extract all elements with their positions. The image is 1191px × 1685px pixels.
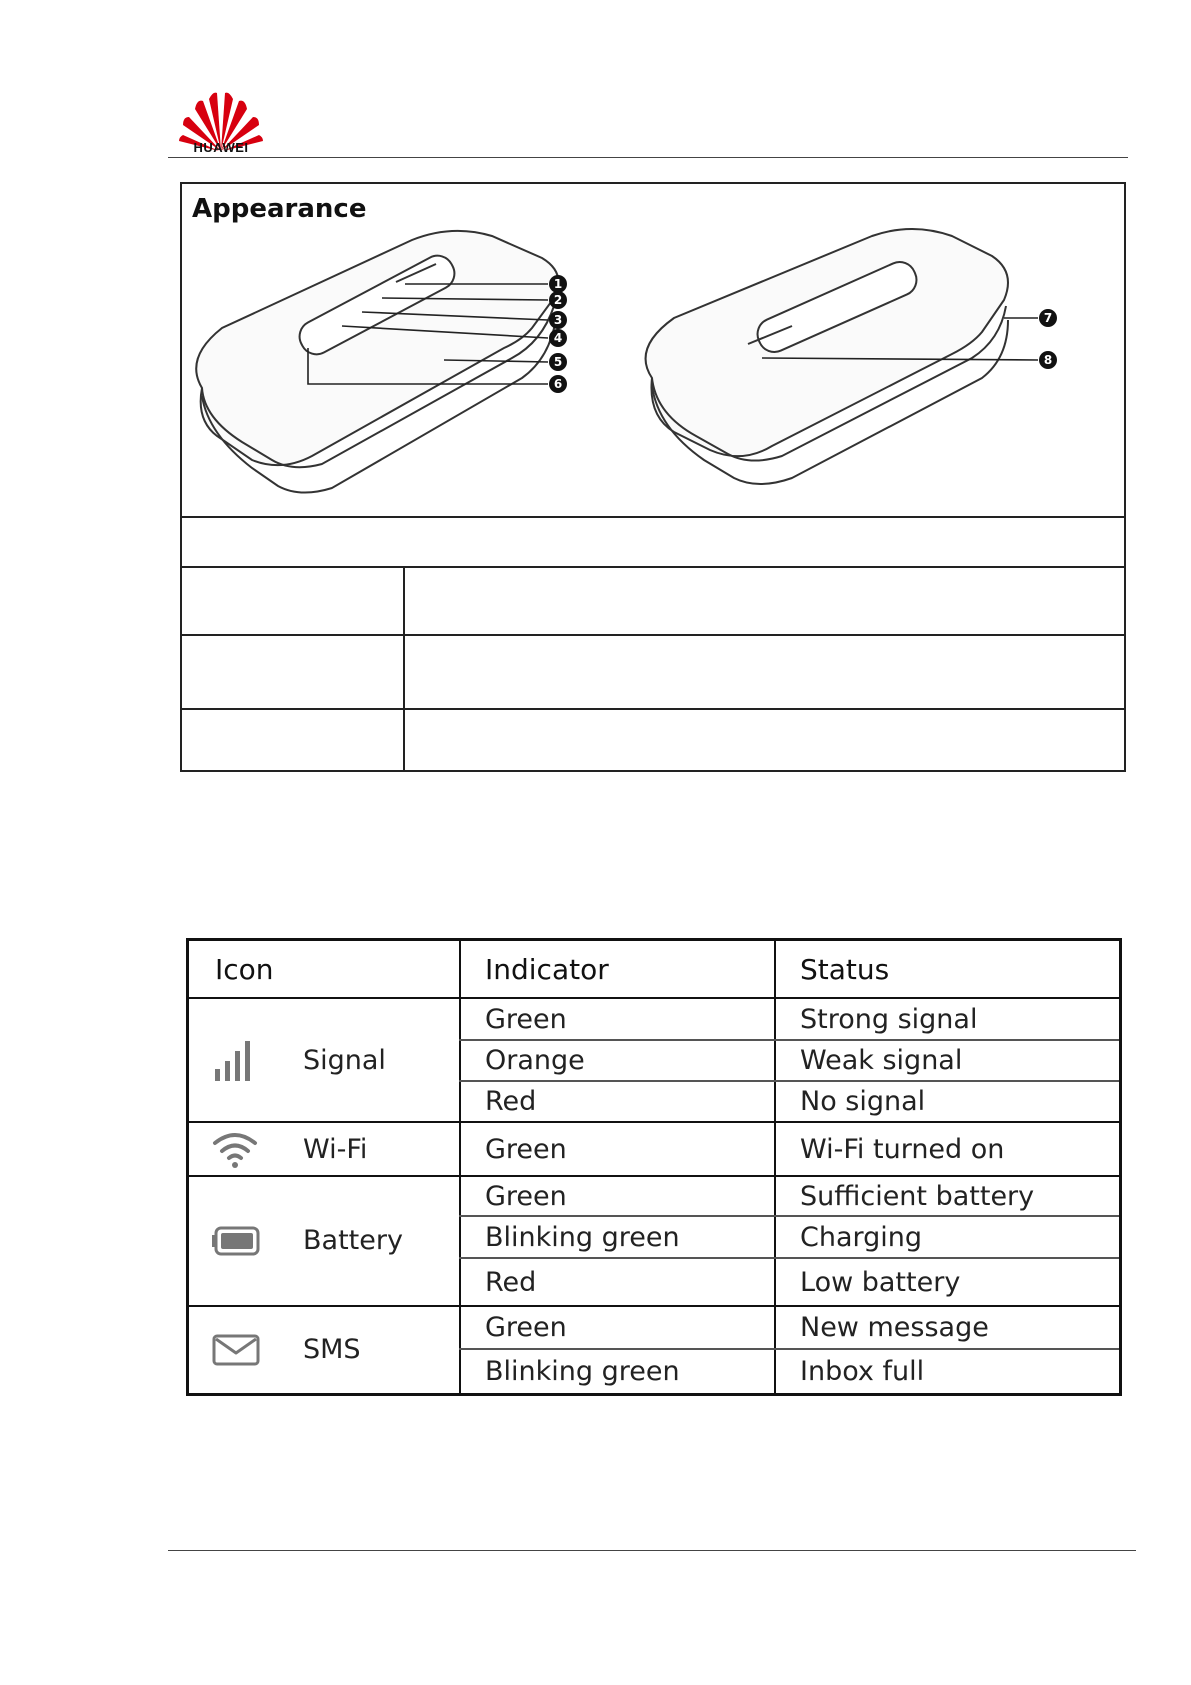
- device-rear-right: [646, 229, 1008, 484]
- indicator-legend-table: [186, 938, 1122, 1396]
- appearance-title: Appearance: [192, 194, 367, 224]
- callout-5: 5: [553, 355, 563, 369]
- indicator-cell: Green: [485, 1180, 567, 1212]
- status-cell: New message: [800, 1312, 989, 1343]
- indicator-cell: Orange: [485, 1045, 585, 1076]
- callout-2: 2: [553, 293, 563, 307]
- status-cell: Weak signal: [800, 1045, 963, 1076]
- group-label-battery: Battery: [303, 1224, 403, 1256]
- appearance-caption-row: [182, 516, 1124, 566]
- status-cell: Sufficient battery: [800, 1180, 1035, 1212]
- status-cell: Wi-Fi turned on: [800, 1133, 1005, 1165]
- status-cell: Low battery: [800, 1266, 961, 1298]
- callout-1: 1: [553, 277, 563, 291]
- callout-4: 4: [553, 331, 563, 345]
- status-cell: Strong signal: [800, 1003, 978, 1035]
- group-label-sms: SMS: [303, 1333, 361, 1365]
- group-label-signal: Signal: [303, 1044, 386, 1076]
- battery-icon: [211, 1225, 261, 1257]
- callout-3: 3: [553, 313, 563, 327]
- column-header-icon: Icon: [215, 952, 274, 986]
- appearance-row-2: [182, 634, 1124, 708]
- indicator-cell: Green: [485, 1312, 567, 1343]
- indicator-cell: Blinking green: [485, 1221, 680, 1253]
- appearance-column-divider: [403, 566, 405, 772]
- brand-name: HUAWEI: [193, 140, 249, 155]
- indicator-cell: Blinking green: [485, 1356, 680, 1387]
- indicator-cell: Red: [485, 1266, 537, 1298]
- status-cell: Charging: [800, 1221, 923, 1253]
- header-rule: [168, 157, 1128, 158]
- signal-icon: [213, 1039, 255, 1083]
- envelope-icon: [211, 1333, 261, 1367]
- indicator-cell: Green: [485, 1003, 567, 1035]
- callout-badges-right: [1039, 309, 1057, 369]
- appearance-figure: [180, 182, 1126, 772]
- wifi-icon: [211, 1131, 259, 1169]
- callout-7: 7: [1043, 311, 1053, 325]
- appearance-row-3: [182, 708, 1124, 772]
- column-header-indicator: Indicator: [485, 952, 609, 986]
- indicator-cell: Red: [485, 1086, 537, 1117]
- callout-8: 8: [1043, 353, 1053, 367]
- device-illustration: [182, 228, 1124, 518]
- callout-6: 6: [553, 377, 563, 391]
- status-cell: Inbox full: [800, 1356, 925, 1387]
- group-label-wifi: Wi-Fi: [303, 1133, 368, 1165]
- footer-rule: [168, 1550, 1136, 1551]
- status-cell: No signal: [800, 1086, 926, 1117]
- appearance-row-1: [182, 566, 1124, 634]
- indicator-cell: Green: [485, 1133, 567, 1165]
- column-header-status: Status: [800, 952, 890, 986]
